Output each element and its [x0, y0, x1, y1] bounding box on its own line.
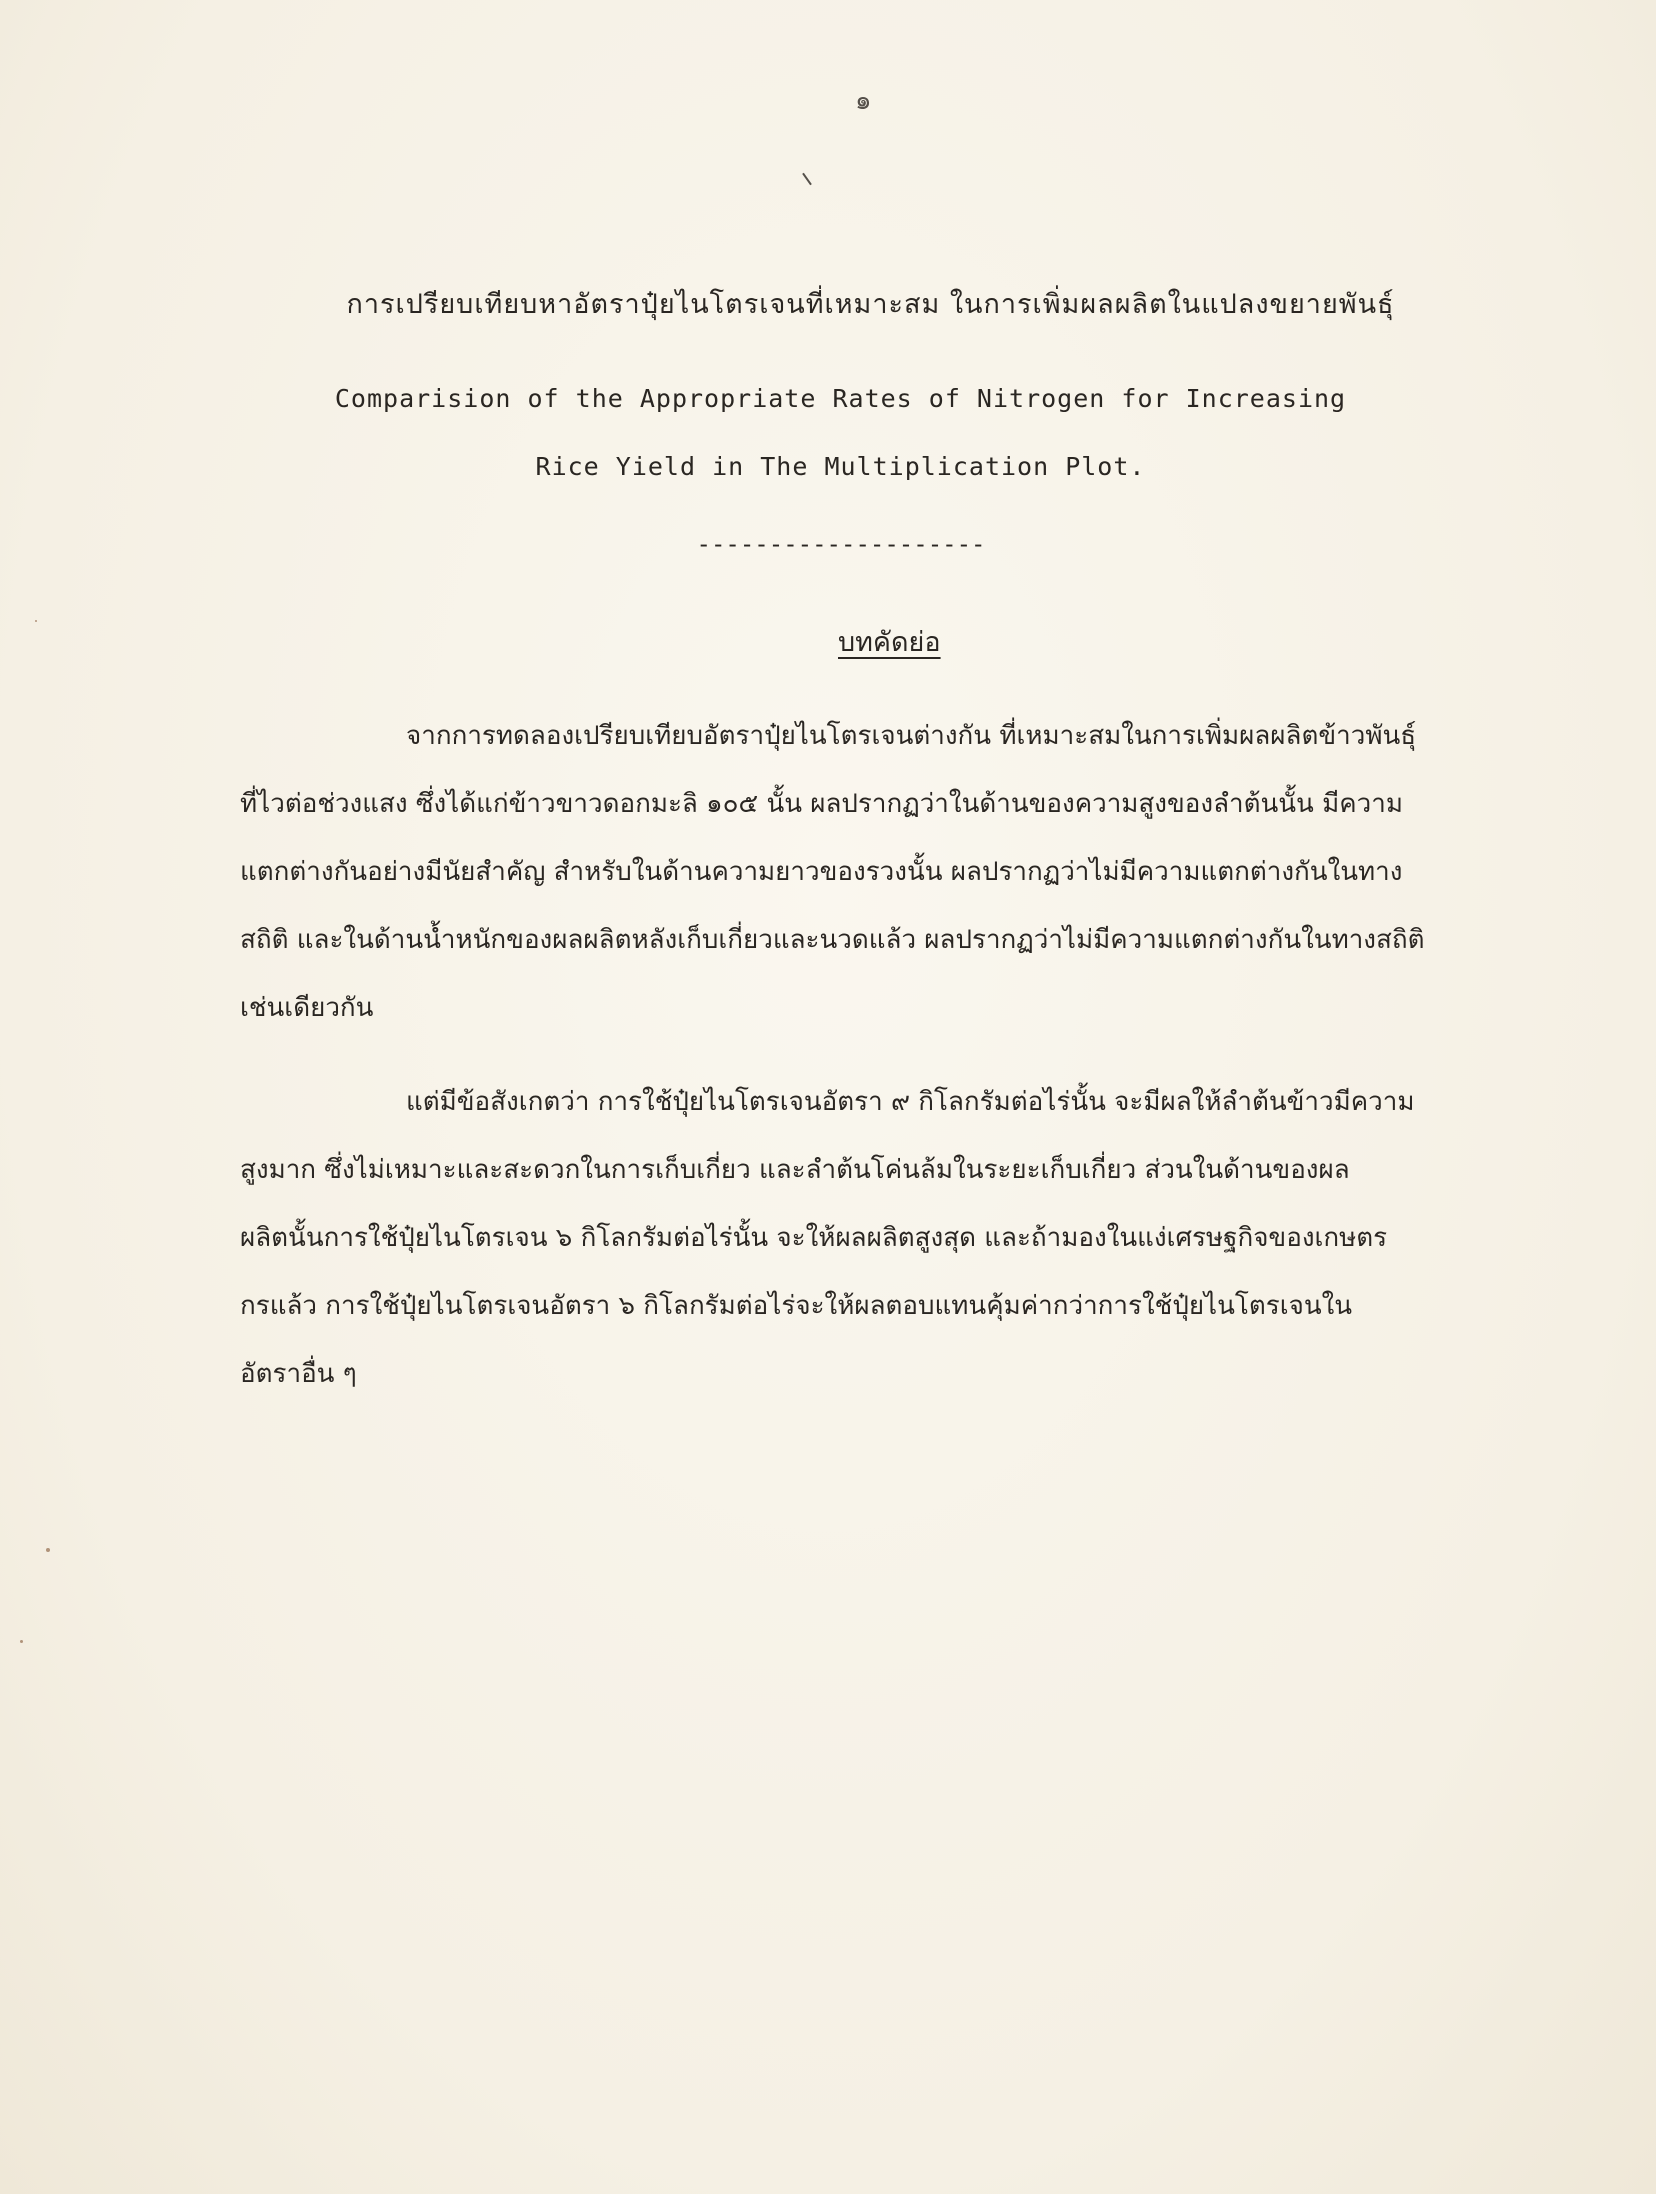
paragraph-line: แต่มีข้อสังเกตว่า การใช้ปุ๋ยไนโตรเจนอัตรา ๙ กิโลกรัมต่อไร่นั้น จะมีผลให้ลำต้นข้าวมีความ — [406, 1087, 1415, 1117]
paragraph-line: สถิติ และในด้านน้ำหนักของผลผลิตหลังเก็บเกี่ยวและนวดแล้ว ผลปรากฏว่าไม่มีความแตกต่างกันในทางสถิติ — [240, 925, 1425, 955]
english-title-line-1: Comparision of the Appropriate Rates of Nitrogen for Increasing — [334, 384, 1347, 413]
abstract-heading: บทคัดย่อ — [838, 627, 941, 658]
paragraph-line: เช่นเดียวกัน — [240, 993, 374, 1023]
paragraph-line: จากการทดลองเปรียบเทียบอัตราปุ๋ยไนโตรเจนต่างกัน ที่เหมาะสมในการเพิ่มผลผลิตข้าวพันธุ์ — [406, 721, 1417, 751]
thai-title: การเปรียบเทียบหาอัตราปุ๋ยไนโตรเจนที่เหมาะสม ในการเพิ่มผลผลิตในแปลงขยายพันธุ์ — [346, 289, 1395, 320]
page-number: ๑ — [855, 86, 872, 116]
paper-speck — [20, 1640, 23, 1643]
pen-tick-mark — [802, 173, 812, 186]
separator-rule: -------------------- — [696, 530, 986, 558]
paragraph-line: กรแล้ว การใช้ปุ๋ยไนโตรเจนอัตรา ๖ กิโลกรัมต่อไร่จะให้ผลตอบแทนคุ้มค่ากว่าการใช้ปุ๋ยไนโตรเจนใน — [240, 1291, 1353, 1321]
paragraph-line: สูงมาก ซึ่งไม่เหมาะและสะดวกในการเก็บเกี่ยว และลำต้นโค่นล้มในระยะเก็บเกี่ยว ส่วนในด้านของผล — [240, 1155, 1350, 1185]
paper-speck — [35, 620, 37, 622]
paper-speck — [46, 1548, 50, 1552]
paragraph-line: แตกต่างกันอย่างมีนัยสำคัญ สำหรับในด้านความยาวของรวงนั้น ผลปรากฏว่าไม่มีความแตกต่างกันในทาง — [240, 857, 1403, 887]
paragraph-line: ที่ไวต่อช่วงแสง ซึ่งได้แก่ข้าวขาวดอกมะลิ ๑๐๕ นั้น ผลปรากฏว่าในด้านของความสูงของลำต้นนั้น มีความ — [240, 789, 1403, 819]
abstract-paragraph-2 — [240, 1080, 1530, 1420]
abstract-paragraph-1 — [240, 714, 1530, 1054]
paragraph-line: ผลิตนั้นการใช้ปุ๋ยไนโตรเจน ๖ กิโลกรัมต่อไร่นั้น จะให้ผลผลิตสูงสุด และถ้ามองในแง่เศรษฐกิจของเกษตร — [240, 1223, 1388, 1253]
english-title-line-2: Rice Yield in The Multiplication Plot. — [535, 452, 1146, 481]
paragraph-line: อัตราอื่น ๆ — [240, 1359, 357, 1389]
